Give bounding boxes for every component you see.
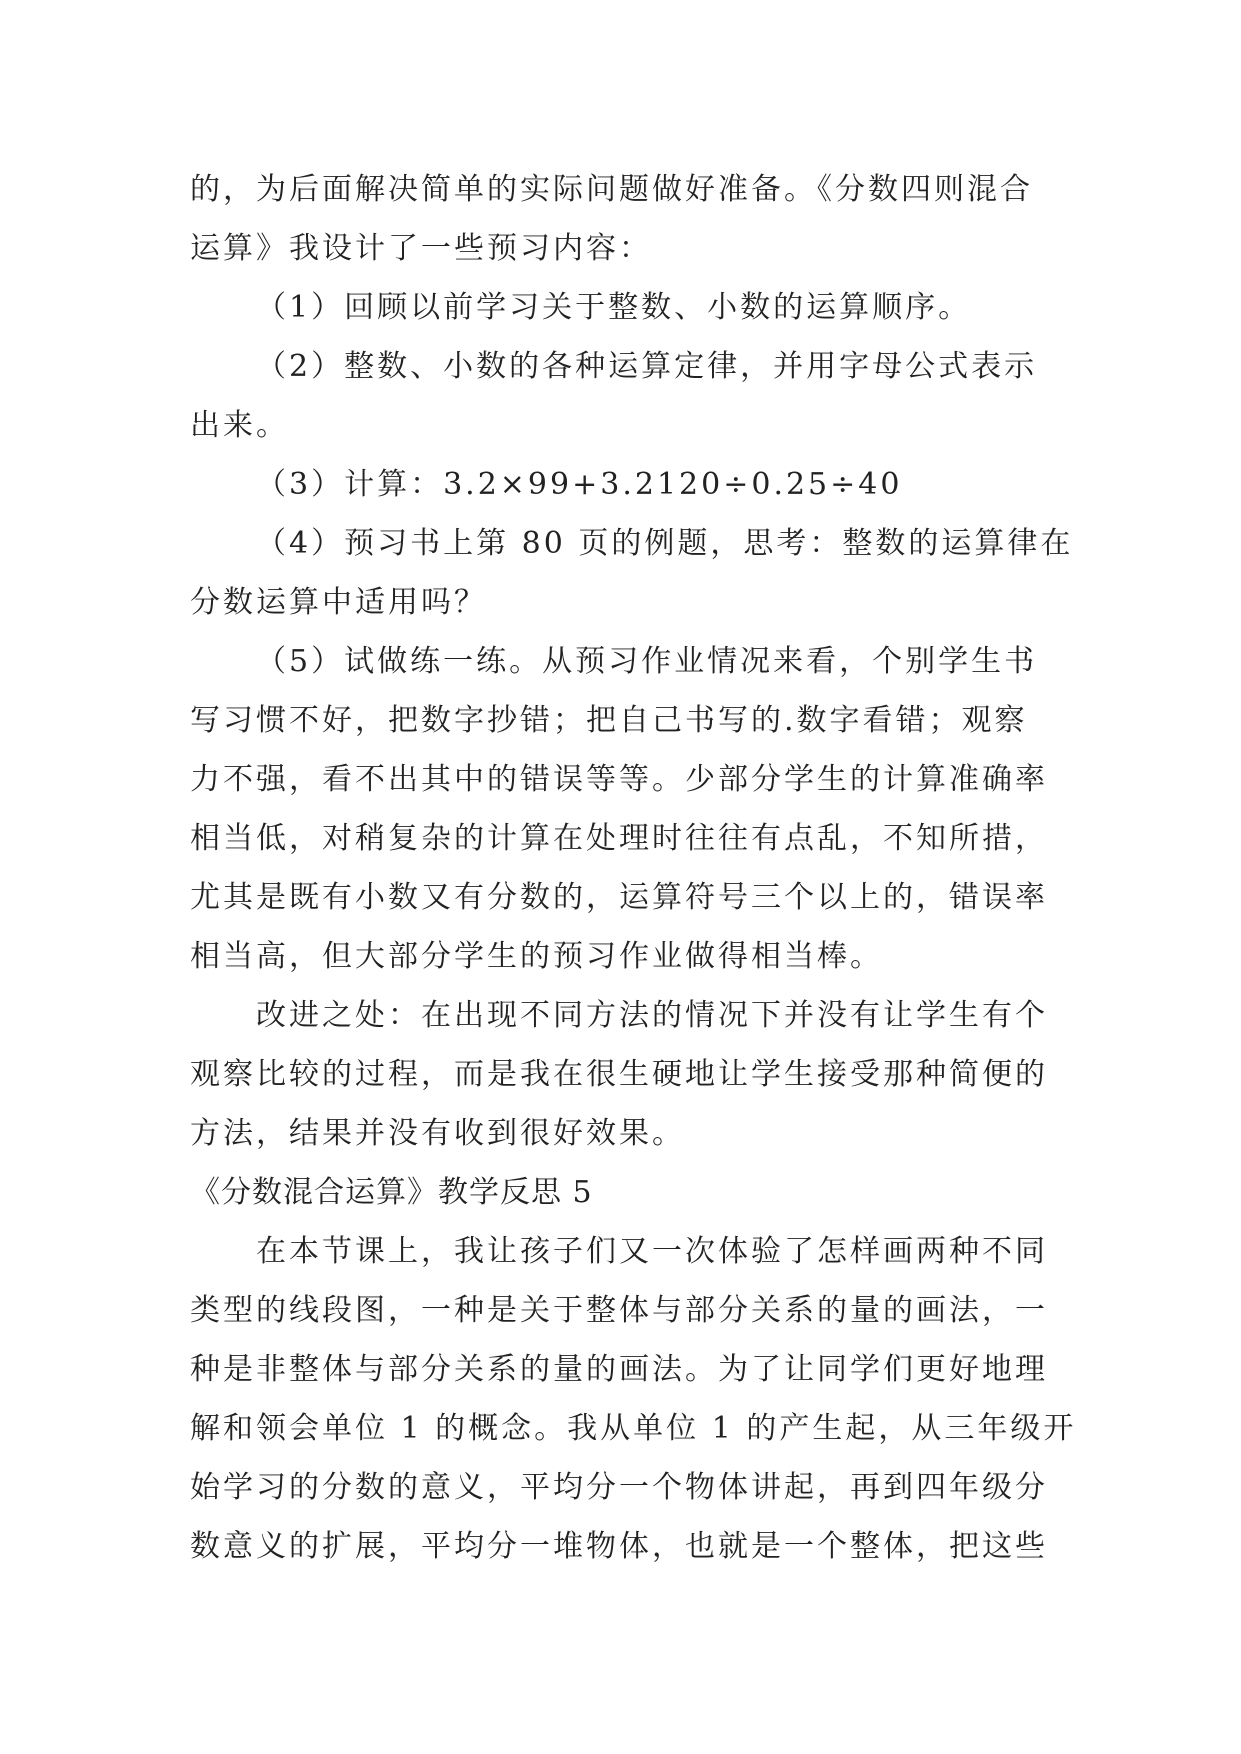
text-line: 改进之处：在出现不同方法的情况下并没有让学生有个 bbox=[256, 998, 1048, 1033]
text-line: 在本节课上，我让孩子们又一次体验了怎样画两种不同 bbox=[256, 1234, 1048, 1269]
text-line: 分数运算中适用吗？ bbox=[190, 585, 487, 620]
text-line: （2）整数、小数的各种运算定律，并用字母公式表示 bbox=[256, 349, 1038, 384]
text-line: （5）试做练一练。从预习作业情况来看，个别学生书 bbox=[256, 644, 1038, 679]
text-line: （3）计算：3.2×99+3.2120÷0.25÷40 bbox=[256, 467, 903, 502]
text-line: 尤其是既有小数又有分数的，运算符号三个以上的，错误率 bbox=[190, 880, 1048, 915]
text-line: 始学习的分数的意义，平均分一个物体讲起，再到四年级分 bbox=[190, 1470, 1048, 1505]
text-line: 的，为后面解决简单的实际问题做好准备。《分数四则混合 bbox=[190, 172, 1033, 207]
text-line: （1）回顾以前学习关于整数、小数的运算顺序。 bbox=[256, 290, 972, 325]
text-line: 数意义的扩展，平均分一堆物体，也就是一个整体，把这些 bbox=[190, 1529, 1048, 1564]
text-line: 写习惯不好，把数字抄错；把自己书写的.数字看错；观察 bbox=[190, 703, 1028, 738]
section-heading: 《分数混合运算》教学反思 5 bbox=[190, 1175, 593, 1210]
text-line: 观察比较的过程，而是我在很生硬地让学生接受那种简便的 bbox=[190, 1057, 1048, 1092]
text-line: 种是非整体与部分关系的量的画法。为了让同学们更好地理 bbox=[190, 1352, 1048, 1387]
text-line: 相当高，但大部分学生的预习作业做得相当棒。 bbox=[190, 939, 883, 974]
text-line: 解和领会单位 1 的概念。我从单位 1 的产生起，从三年级开 bbox=[190, 1411, 1077, 1446]
text-line: 出来。 bbox=[190, 408, 289, 443]
text-line: 相当低，对稍复杂的计算在处理时往往有点乱，不知所措， bbox=[190, 821, 1048, 856]
text-line: 运算》我设计了一些预习内容： bbox=[190, 231, 652, 266]
document-body bbox=[190, 160, 1077, 1576]
text-line: （4）预习书上第 80 页的例题，思考：整数的运算律在 bbox=[256, 526, 1074, 561]
text-line: 类型的线段图，一种是关于整体与部分关系的量的画法，一 bbox=[190, 1293, 1048, 1328]
text-line: 力不强，看不出其中的错误等等。少部分学生的计算准确率 bbox=[190, 762, 1048, 797]
text-line: 方法，结果并没有收到很好效果。 bbox=[190, 1116, 685, 1151]
